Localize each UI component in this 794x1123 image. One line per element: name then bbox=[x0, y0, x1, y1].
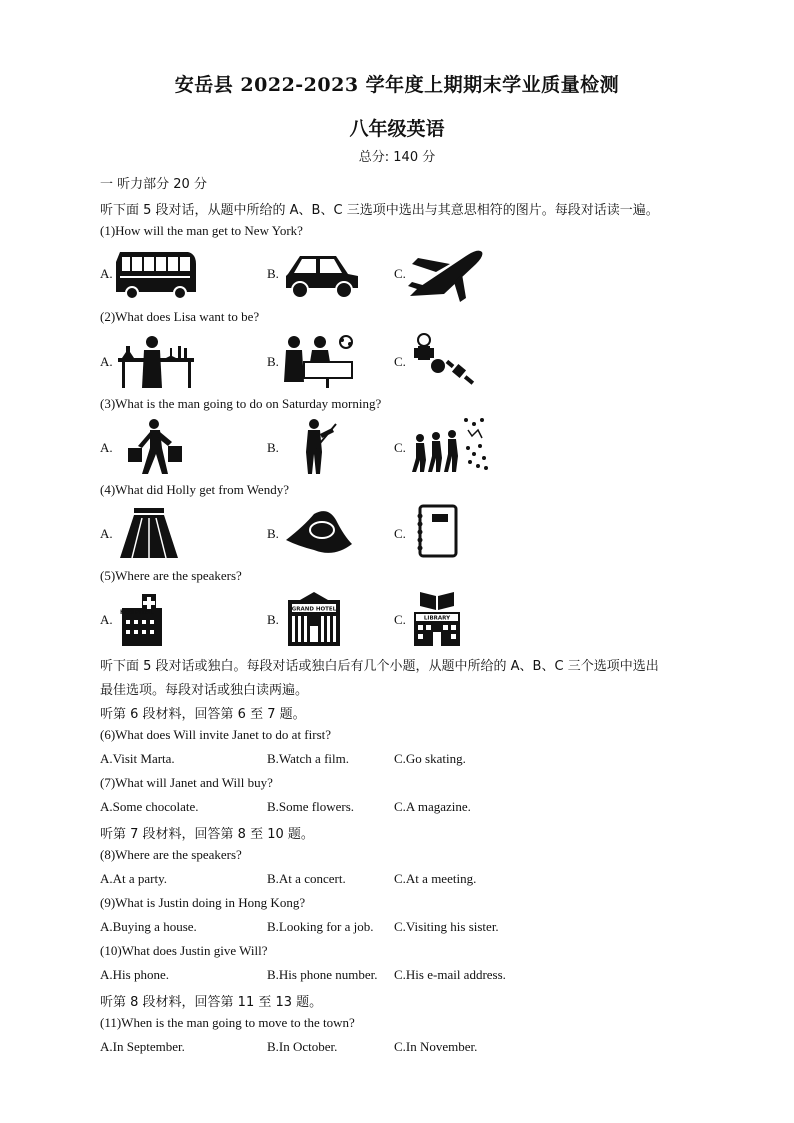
material-heading: 听第 6 段材料，回答第 6 至 7 题。 bbox=[100, 707, 306, 722]
option-b-label: B. bbox=[267, 440, 279, 455]
notebook-icon bbox=[412, 504, 460, 560]
question-text: (6)What does Will invite Janet to do at first? bbox=[100, 727, 332, 742]
section-2-instruction-line-2: 最佳选项。每段对话或独白读两遍。 bbox=[100, 683, 309, 698]
total-score: 总分: 140 分 bbox=[358, 150, 436, 165]
question-3: (3)What is the man going to do on Saturday morning? bbox=[100, 396, 382, 411]
option-c-label: C. bbox=[394, 266, 406, 281]
library-icon bbox=[410, 590, 464, 648]
hotel-sign: GRAND HOTEL bbox=[291, 606, 337, 613]
section-instruction: 听下面 5 段对话，从题中所给的 A、B、C 三选项中选出与其意思相符的图片。每段对话读一遍。 bbox=[100, 203, 659, 218]
option-a-label: A. bbox=[100, 266, 113, 281]
question-1: (1)How will the man get to New York? bbox=[100, 223, 303, 238]
option-a: A.Buying a house. bbox=[100, 919, 197, 934]
option-b-label: B. bbox=[267, 526, 279, 541]
scientist-icon bbox=[114, 332, 196, 390]
shopping-icon bbox=[122, 418, 186, 476]
option-b-label: B. bbox=[267, 266, 279, 281]
option-a: A.His phone. bbox=[100, 967, 169, 982]
option-c: C.A magazine. bbox=[394, 799, 471, 814]
skirt-icon bbox=[118, 506, 180, 560]
option-c: C.Go skating. bbox=[394, 751, 466, 766]
question-4: (4)What did Holly get from Wendy? bbox=[100, 482, 289, 497]
bus-icon bbox=[114, 248, 198, 300]
option-b: B.Looking for a job. bbox=[267, 919, 374, 934]
option-a-label: A. bbox=[100, 612, 113, 627]
hospital-icon bbox=[118, 590, 168, 648]
hat-icon bbox=[284, 506, 354, 560]
option-a-label: A. bbox=[100, 354, 113, 369]
question-text: (9)What is Justin doing in Hong Kong? bbox=[100, 895, 306, 910]
question-2: (2)What does Lisa want to be? bbox=[100, 309, 260, 324]
section-2-instruction-line-1: 听下面 5 段对话或独白。每段对话或独白后有几个小题，从题中所给的 A、B、C 三个选项中选出 bbox=[100, 659, 659, 674]
option-b: B.His phone number. bbox=[267, 967, 378, 982]
option-c: C.His e-mail address. bbox=[394, 967, 506, 982]
material-heading: 听第 8 段材料，回答第 11 至 13 题。 bbox=[100, 995, 323, 1010]
option-b-label: B. bbox=[267, 354, 279, 369]
question-text: (10)What does Justin give Will? bbox=[100, 943, 268, 958]
question-1-options bbox=[100, 244, 700, 304]
option-b: B.In October. bbox=[267, 1039, 338, 1054]
option-a: A.Visit Marta. bbox=[100, 751, 175, 766]
material-heading: 听第 7 段材料，回答第 8 至 10 题。 bbox=[100, 827, 314, 842]
option-a: A.Some chocolate. bbox=[100, 799, 199, 814]
violin-icon bbox=[298, 418, 338, 476]
question-3-options bbox=[100, 416, 700, 476]
question-text: (8)Where are the speakers? bbox=[100, 847, 242, 862]
option-a-label: A. bbox=[100, 526, 113, 541]
question-5-options bbox=[100, 588, 700, 648]
question-2-options bbox=[100, 330, 700, 390]
option-a: A.In September. bbox=[100, 1039, 185, 1054]
car-icon bbox=[282, 246, 362, 302]
exam-title: 安岳县 2022-2023 学年度上期期末学业质量检测 bbox=[174, 74, 620, 96]
option-b: B.At a concert. bbox=[267, 871, 346, 886]
question-text: (7)What will Janet and Will buy? bbox=[100, 775, 273, 790]
option-c-label: C. bbox=[394, 354, 406, 369]
option-a: A.At a party. bbox=[100, 871, 168, 886]
question-4-options bbox=[100, 502, 700, 562]
option-b: B.Some flowers. bbox=[267, 799, 355, 814]
option-b-label: B. bbox=[267, 612, 279, 627]
astronaut-icon bbox=[408, 332, 478, 390]
party-icon bbox=[410, 416, 490, 476]
question-5: (5)Where are the speakers? bbox=[100, 568, 242, 583]
section-heading: 一 听力部分 20 分 bbox=[100, 177, 207, 192]
airplane-icon bbox=[406, 246, 486, 302]
doctor-icon bbox=[280, 332, 362, 390]
option-c-label: C. bbox=[394, 526, 406, 541]
library-sign: LIBRARY bbox=[423, 615, 451, 622]
hospital-sign: HOSPITAL bbox=[120, 609, 154, 616]
question-text: (11)When is the man going to move to the town? bbox=[100, 1015, 355, 1030]
hotel-icon bbox=[284, 590, 344, 648]
option-c: C.In November. bbox=[394, 1039, 478, 1054]
option-a-label: A. bbox=[100, 440, 113, 455]
option-c: C.Visiting his sister. bbox=[394, 919, 499, 934]
option-b: B.Watch a film. bbox=[267, 751, 349, 766]
exam-subtitle: 八年级英语 bbox=[349, 118, 445, 140]
option-c: C.At a meeting. bbox=[394, 871, 477, 886]
option-c-label: C. bbox=[394, 440, 406, 455]
option-c-label: C. bbox=[394, 612, 406, 627]
